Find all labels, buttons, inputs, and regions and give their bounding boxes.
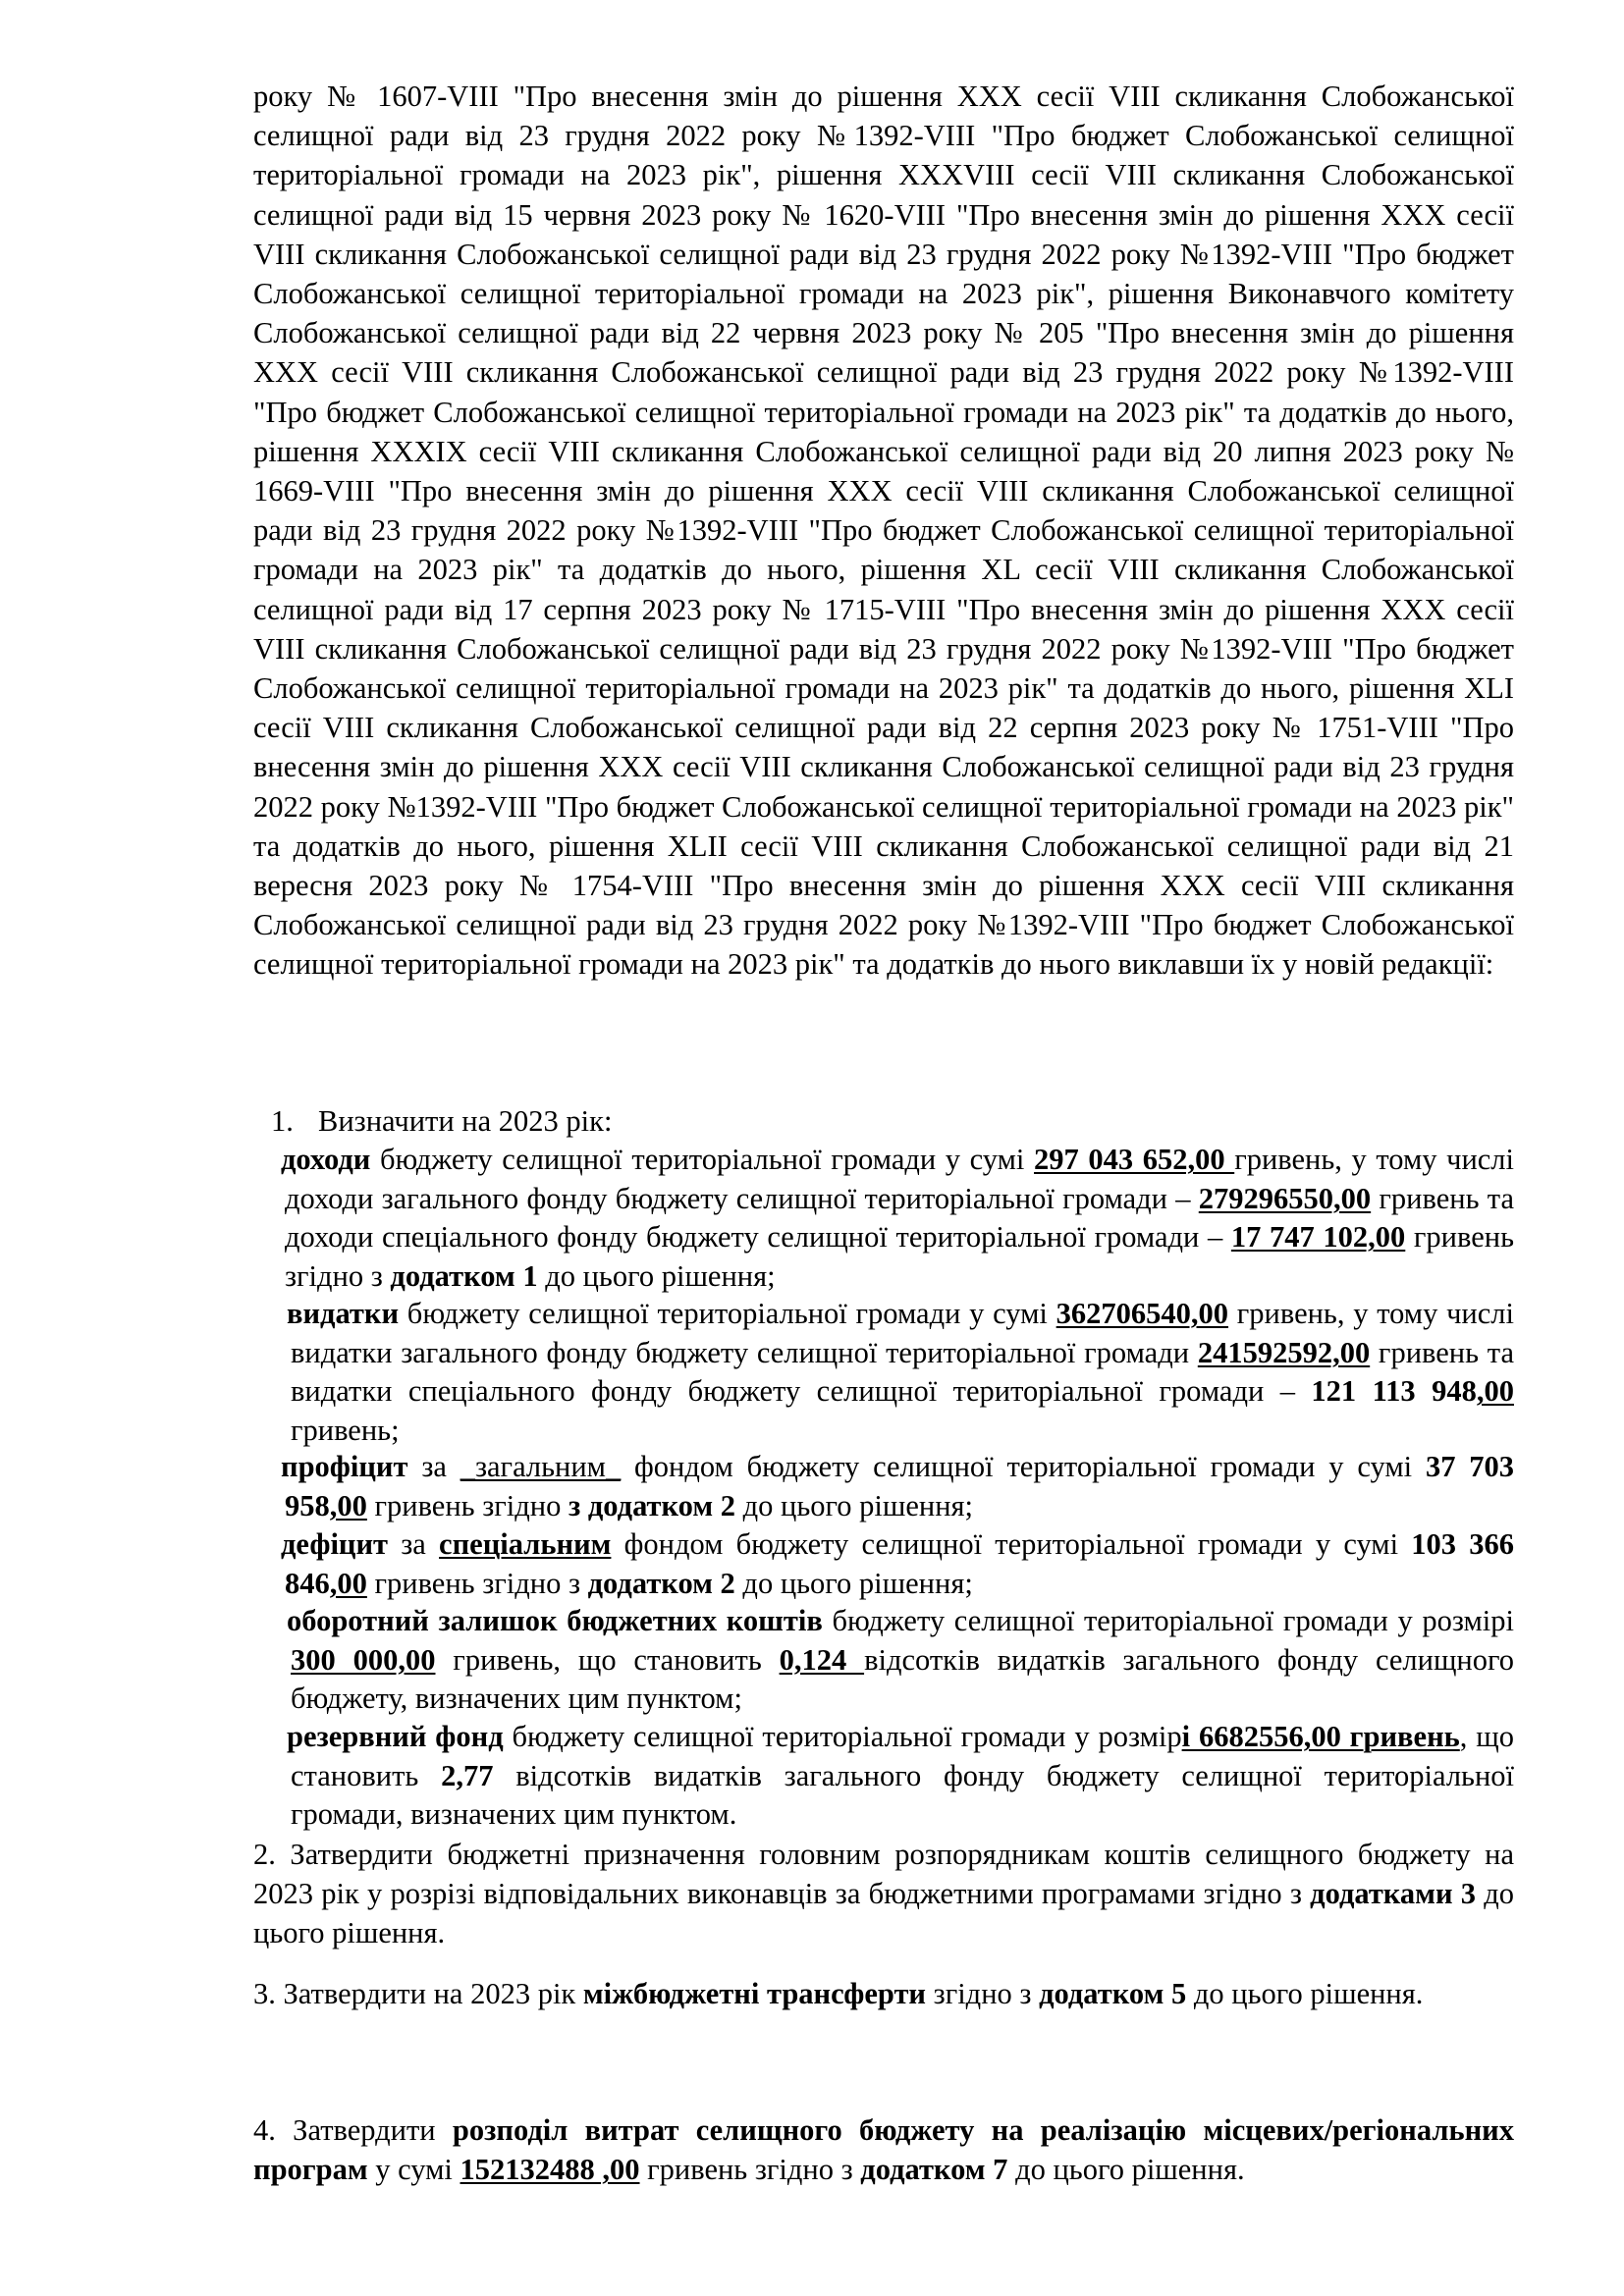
expenses-item: [287, 1295, 1514, 1450]
expenses-general-fund: 241592592,00: [1197, 1335, 1371, 1369]
income-text-1: бюджету селищної територіальної громади у сумі: [370, 1143, 1035, 1176]
deficit-fund: спеціальним: [439, 1527, 612, 1561]
expenses-text-3: гривень та видатки спеціального фонду бюджету селищної територіальної громади –: [291, 1335, 1514, 1409]
working-balance-percent: 0,124: [779, 1642, 865, 1677]
section-4-paragraph: [253, 2110, 1514, 2189]
working-balance-text-1: бюджету селищної територіальної громади у розмірі: [822, 1604, 1514, 1637]
deficit-text-4: до цього рішення;: [734, 1566, 973, 1600]
section-4-text-3: гривень згідно з: [639, 2153, 861, 2186]
section-2-annex: додатками 3: [1310, 1877, 1476, 1910]
surplus-text-3: гривень згідно: [366, 1488, 568, 1522]
income-text-4: гривень згідно з: [285, 1220, 1514, 1293]
working-balance-text-3: відсотків видатків загального фонду селищного бюджету, визначених цим пунктом;: [291, 1642, 1514, 1716]
working-balance-text-2: гривень, що становить: [435, 1642, 780, 1677]
working-balance-amount: 300 000,00: [291, 1642, 436, 1677]
section-3-text-3: до цього рішення.: [1186, 1977, 1424, 2010]
surplus-term: профіцит: [281, 1450, 408, 1483]
income-total: 297 043 652,00: [1034, 1143, 1235, 1176]
section-4-annex: додатком 7: [860, 2153, 1008, 2186]
section-4-bold: розподіл витрат селищного бюджету на реалізацію місцевих/регіональних програм: [253, 2113, 1514, 2186]
reserve-term: резервний фонд: [287, 1720, 504, 1753]
reserve-percent: 2,77: [441, 1758, 494, 1792]
expenses-text-4: гривень;: [291, 1413, 400, 1447]
section-3-text-1: 3. Затвердити на 2023 рік: [253, 1977, 583, 2010]
income-text-2: гривень, у тому числі доходи загального фонду бюджету селищної територіальної громади –: [285, 1143, 1514, 1215]
income-text-5: до цього рішення;: [537, 1258, 776, 1293]
expenses-text-1: бюджету селищної територіальної громади у сумі: [399, 1297, 1056, 1330]
deficit-text-3: гривень згідно з: [366, 1566, 588, 1600]
expenses-total: 362706540,00: [1056, 1297, 1229, 1330]
income-annex: додатком 1: [390, 1258, 538, 1293]
surplus-text-2: фондом бюджету селищної територіальної громади у сумі: [621, 1450, 1426, 1483]
expenses-text-2: гривень, у тому числі видатки загального фонду бюджету селищної територіальної громади: [291, 1297, 1514, 1369]
deficit-item: [281, 1525, 1515, 1603]
working-balance-term: оборотний залишок бюджетних коштів: [287, 1604, 823, 1637]
section-1-title: Визначити на 2023 рік:: [318, 1104, 613, 1138]
reserve-text-1: бюджету селищної територіальної громади у розмір: [503, 1720, 1182, 1753]
surplus-item: [281, 1448, 1514, 1525]
income-special-fund: 17 747 102,00: [1230, 1220, 1406, 1255]
surplus-fund: _загальним_: [460, 1450, 622, 1483]
section-4-amount: 152132488 ,00: [460, 2153, 640, 2186]
section-1-heading: [271, 1101, 1155, 1141]
surplus-text-1: за: [407, 1450, 460, 1483]
deficit-amount-cents: ,00: [329, 1566, 367, 1600]
expenses-term: видатки: [287, 1297, 400, 1330]
section-4-text-4: до цього рішення.: [1007, 2153, 1245, 2186]
reserve-amount: і 6682556,00 гривень: [1181, 1720, 1460, 1753]
working-balance-item: [287, 1602, 1514, 1719]
surplus-annex: з додатком 2: [568, 1488, 735, 1522]
section-1-number: 1.: [271, 1104, 294, 1138]
reserve-item: [287, 1718, 1514, 1835]
income-term: доходи: [281, 1143, 371, 1176]
section-2-text-2: до цього рішення.: [253, 1877, 1514, 1949]
surplus-amount: 37 703 958: [285, 1450, 1514, 1522]
expenses-special-fund-cents: ,00: [1476, 1374, 1514, 1409]
section-3-bold: міжбюджетні трансферти: [582, 1977, 927, 2010]
income-text-3: гривень та доходи спеціального фонду бюджету селищної територіальної громади –: [285, 1181, 1514, 1255]
deficit-amount: 103 366 846: [285, 1527, 1515, 1600]
section-4-text-2: у сумі: [367, 2153, 460, 2186]
section-4-text-1: 4. Затвердити: [253, 2113, 453, 2147]
deficit-text-2: фондом бюджету селищної територіальної громади у сумі: [611, 1527, 1412, 1561]
section-3-paragraph: [253, 1974, 1514, 2013]
reserve-text-2: , що становить: [291, 1720, 1514, 1792]
deficit-text-1: за: [388, 1527, 440, 1561]
section-2-text-1: 2. Затвердити бюджетні призначення головним розпорядникам коштів селищного бюджету на 2023 рік у розрізі відповідальних виконавців за бюджетними програмами згідно з: [253, 1838, 1514, 1910]
reserve-text-3: відсотків видатків загального фонду бюджету селищної територіальної громади, визначених цим пунктом.: [291, 1758, 1514, 1832]
surplus-text-4: до цього рішення;: [735, 1488, 974, 1522]
deficit-term: дефіцит: [281, 1527, 389, 1561]
surplus-amount-cents: ,00: [329, 1488, 367, 1522]
expenses-special-fund: 121 113 948: [1311, 1374, 1477, 1409]
income-item: [281, 1141, 1514, 1296]
deficit-annex: додатком 2: [587, 1566, 735, 1600]
intro-paragraph: року № 1607-VIII "Про внесення змін до рішення XXX сесії VIII скликання Слобожанської селищної ради від 23 грудня 2022 року №1392-VIII "Про бюджет Слобожанської селищної територіальної громади на 2023 рік", рішення XXXVIII сесії VIII скликання Слобожанської селищної ради від 15 червня 2023 року № 1620-VIII "Про внесення змін до рішення XXX сесії VIII скликання Слобожанської селищної ради від 23 грудня 2022 року №1392-VIII "Про бюджет Слобожанської селищної територіальної громади на 2023 рік", рішення Виконавчого комітету Слобожанської селищної ради від 22 червня 2023 року № 205 "Про внесення змін до рішення XXX сесії VIII скликання Слобожанської селищної ради від 23 грудня 2022 року №1392-VIII "Про бюджет Слобожанської селищної територіальної громади на 2023 рік" та додатків до нього, рішення XXXIX сесії VIII скликання Слобожанської селищної ради від 20 липня 2023 року № 1669-VIII "Про внесення змін до рішення XXX сесії VIII скликання Слобожанської селищної ради від 23 грудня 2022 року №1392-VIII "Про бюджет Слобожанської селищної територіальної громади на 2023 рік" та додатків до нього, рішення XL сесії VIII скликання Слобожанської селищної ради від 17 серпня 2023 року № 1715-VIII "Про внесення змін до рішення XXX сесії VIII скликання Слобожанської селищної ради від 23 грудня 2022 року №1392-VIII "Про бюджет Слобожанської селищної територіальної громади на 2023 рік" та додатків до нього, рішення XLI сесії VIII скликання Слобожанської селищної ради від 22 серпня 2023 року № 1751-VIII "Про внесення змін до рішення XXX сесії VIII скликання Слобожанської селищної ради від 23 грудня 2022 року №1392-VIII "Про бюджет Слобожанської селищної територіальної громади на 2023 рік" та додатків до нього, рішення XLII сесії VIII скликання Слобожанської селищної ради від 21 вересня 2023 року № 1754-VIII "Про внесення змін до рішення XXX сесії VIII скликання Слобожанської селищної ради від 23 грудня 2022 року №1392-VIII "Про бюджет Слобожанської селищної територіальної громади на 2023 рік" та додатків до нього виклавши їх у новій редакції:: [253, 80, 1514, 982]
section-3-text-2: згідно з: [926, 1977, 1040, 2010]
section-3-annex: додатком 5: [1039, 1977, 1187, 2010]
income-general-fund: 279296550,00: [1198, 1181, 1372, 1215]
section-2-paragraph: [253, 1835, 1514, 1952]
